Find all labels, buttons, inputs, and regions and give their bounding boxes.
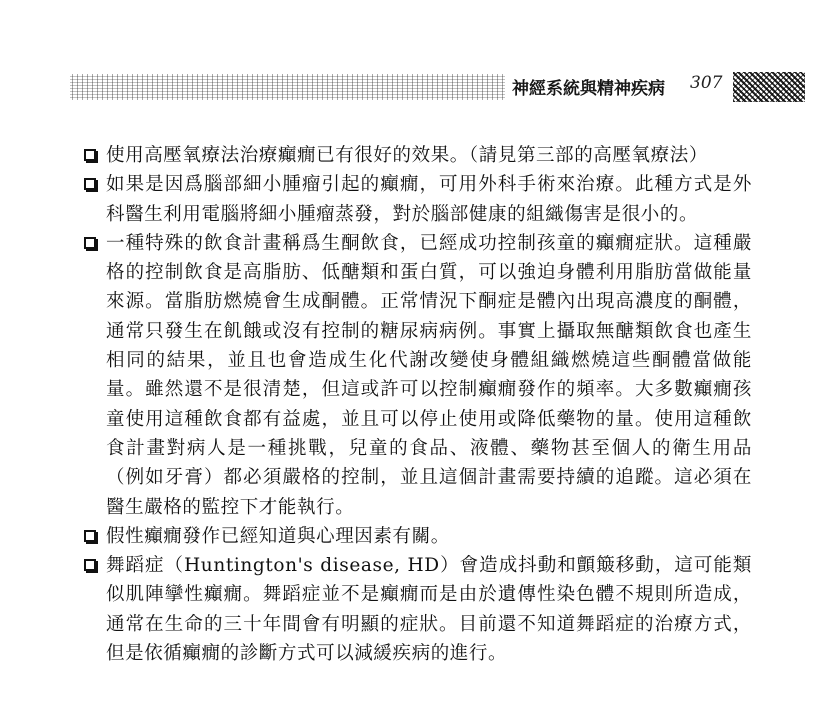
bullet-list xyxy=(82,141,752,668)
list-item xyxy=(82,522,752,551)
list-item-text: 一種特殊的飲食計畫稱爲生酮飲食，已經成功控制孩童的癲癇症狀。這種嚴格的控制飲食是高脂肪、低醣類和蛋白質，可以強迫身體利用脂肪當做能量來源。當脂肪燃燒會生成酮體。正常情況下酮症是體內出現高濃度的酮體，通常只發生在飢餓或沒有控制的糖尿病病例。事實上攝取無醣類飲食也產生相同的結果，並且也會造成生化代謝改變使身體組織燃燒這些酮體當做能量。雖然還不是很清楚，但這或許可以控制癲癇發作的頻率。大多數癲癇孩童使用這種飲食都有益處，並且可以停止使用或降低藥物的量。使用這種飲食計畫對病人是一種挑戰，兒童的食品、液體、藥物甚至個人的衛生用品（例如牙膏）都必須嚴格的控制，並且這個計畫需要持續的追蹤。這必須在醫生嚴格的監控下才能執行。 xyxy=(106,232,752,518)
checkbox-bullet-icon xyxy=(84,237,96,249)
checkbox-bullet-icon xyxy=(84,530,96,542)
list-item-text: 假性癲癇發作已經知道與心理因素有關。 xyxy=(106,525,450,547)
list-item-text: 舞蹈症（Huntington's disease, HD）會造成抖動和顫簸移動，這可能類似肌陣攣性癲癇。舞蹈症並不是癲癇而是由於遺傳性染色體不規則所造成，通常在生命的三十年間會有明顯的症狀。目前還不知道舞蹈症的治療方式，但是依循癲癇的診斷方式可以減緩疾病的進行。 xyxy=(106,555,752,665)
page-number: 307 xyxy=(690,73,723,93)
checkbox-bullet-icon xyxy=(84,178,96,190)
list-item xyxy=(82,141,752,170)
header-scan-noise xyxy=(70,74,505,100)
running-header xyxy=(0,64,829,108)
list-item xyxy=(82,551,752,668)
list-item xyxy=(82,229,752,522)
list-item-text: 使用高壓氧療法治療癲癇已有很好的效果。（請見第三部的高壓氧療法） xyxy=(106,145,708,166)
list-item-text: 如果是因爲腦部細小腫瘤引起的癲癇，可用外科手術來治療。此種方式是外科醫生利用電腦將細小腫瘤蒸發，對於腦部健康的組織傷害是很小的。 xyxy=(106,174,752,225)
checkbox-bullet-icon xyxy=(84,559,96,571)
header-pattern-block xyxy=(733,72,805,102)
checkbox-bullet-icon xyxy=(84,149,96,161)
list-item xyxy=(82,170,752,229)
chapter-title: 神經系統與精神疾病 xyxy=(512,79,665,99)
